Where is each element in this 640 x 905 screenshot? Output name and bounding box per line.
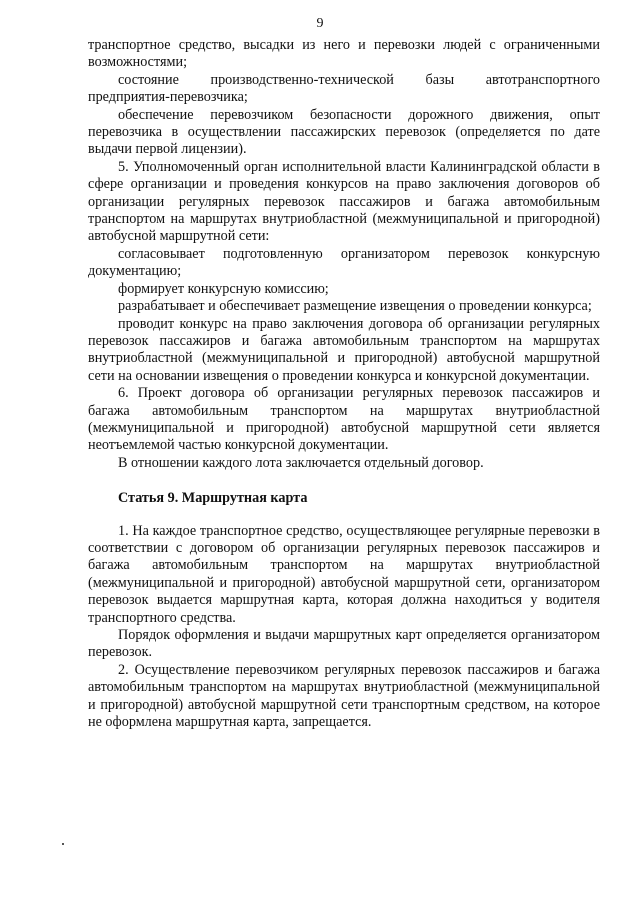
paragraph: Порядок оформления и выдачи маршрутных карт определяется организатором перевозок. [88, 627, 600, 661]
article-heading: Статья 9. Маршрутная карта [118, 490, 308, 507]
paragraph: формирует конкурсную комиссию; [118, 280, 329, 297]
paragraph: согласовывает подготовленную организатором перевозок конкурсную документацию; [88, 245, 600, 280]
document-body [88, 37, 600, 731]
paragraph: В отношении каждого лота заключается отдельный договор. [118, 454, 484, 471]
paragraph: состояние производственно-технической базы автотранспортного предприятия-перевозчика; [88, 71, 600, 106]
paragraph: 6. Проект договора об организации регулярных перевозок пассажиров и багажа автомобильным транспортом на маршрутах внутриобластной (межмуниципальной и пригородной) автобусной маршрутной сети является неотъемлемой частью конкурсной документации. [88, 385, 600, 454]
paragraph: транспортное средство, высадки из него и перевозки людей с ограниченными возможностями; [88, 37, 600, 71]
scan-speck [62, 843, 64, 845]
paragraph: 2. Осуществление перевозчиком регулярных перевозок пассажиров и багажа автомобильным транспортом на маршрутах внутриобластной (межмуниципальной и пригородной) автобусной маршрутной сети транспортным средством, на которое не оформлена маршрутная карта, запрещается. [88, 661, 600, 731]
paragraph: 5. Уполномоченный орган исполнительной власти Калининградской области в сфере организации и проведения конкурсов на право заключения договоров об организации регулярных перевозок пассажиров и багажа автомобильным транспортом на маршрутах внутриобластной (межмуниципальной и пригородной) автобусной маршрутной сети: [88, 158, 600, 245]
paragraph: проводит конкурс на право заключения договора об организации регулярных перевозок пассажиров и багажа автомобильным транспортом на маршрутах внутриобластной (межмуниципальной и пригородной) автобусной маршрутной сети на основании извещения о проведении конкурса и конкурсной документации. [88, 315, 600, 384]
paragraph: разрабатывает и обеспечивает размещение извещения о проведении конкурса; [118, 298, 592, 315]
paragraph: 1. На каждое транспортное средство, осуществляющее регулярные перевозки в соответствии с договором об организации регулярных перевозок пассажиров и багажа автомобильным транспортом на маршрутах внутриобластной (межмуниципальной и пригородной) автобусной маршрутной сети, организатором перевозок выдается маршрутная карта, которая должна находиться у водителя транспортного средства. [88, 522, 600, 626]
page-number: 9 [316, 16, 324, 31]
paragraph: обеспечение перевозчиком безопасности дорожного движения, опыт перевозчика в осуществлении пассажирских перевозок (определяется по дате выдачи первой лицензии). [88, 106, 600, 158]
